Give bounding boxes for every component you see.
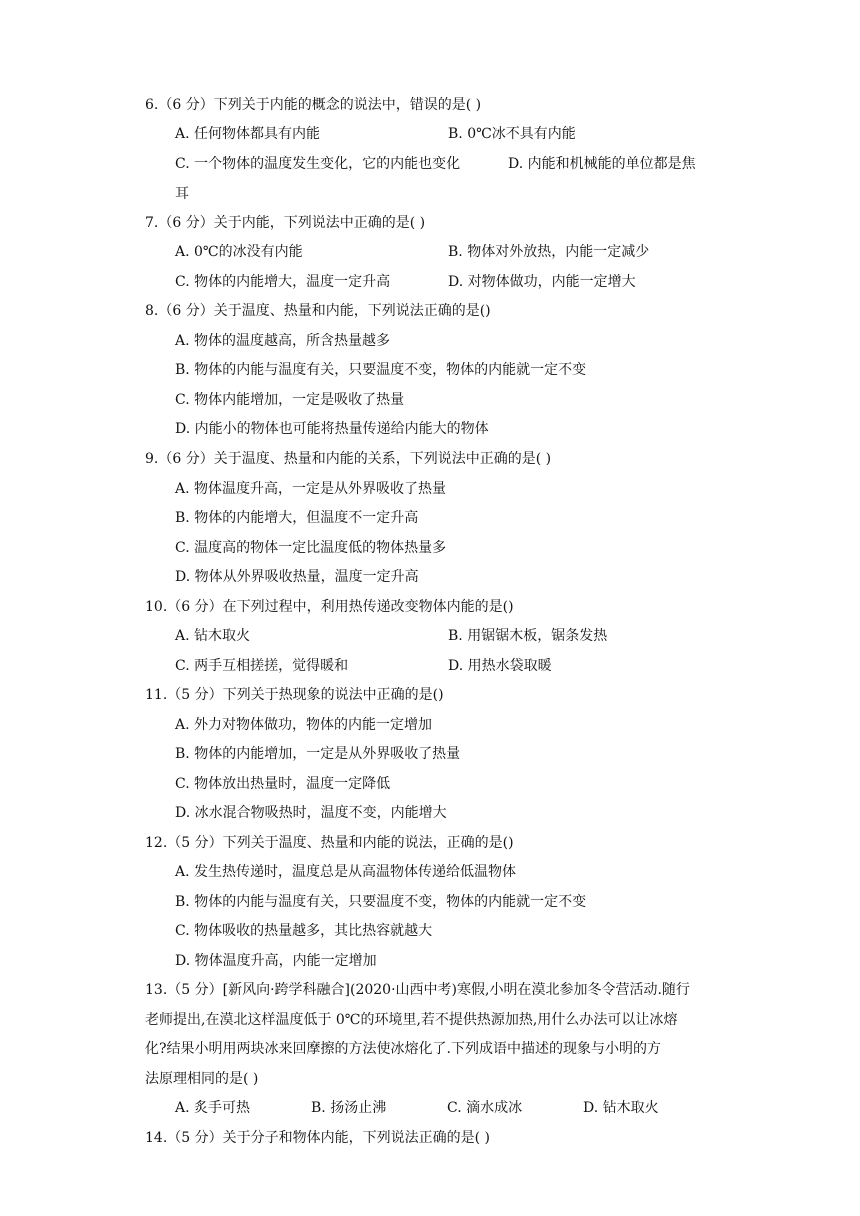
question-11-option-d[interactable]: D. 冰水混合物吸热时，温度不变，内能增大 [175,805,447,821]
question-13-option-c[interactable]: C. 滴水成冰 [447,1100,523,1116]
question-11-option-b[interactable]: B. 物体的内能增加，一定是从外界吸收了热量 [175,746,461,762]
question-12-option-a[interactable]: A. 发生热传递时，温度总是从高温物体传递给低温物体 [175,864,517,880]
question-10-stem: 10.（6 分）在下列过程中，利用热传递改变物体内能的是() [145,599,514,615]
question-7-option-d[interactable]: D. 对物体做功，内能一定增大 [448,274,636,290]
question-10-option-b[interactable]: B. 用锯锯木板，锯条发热 [448,628,608,644]
question-13-stem-line-3: 化?结果小明用两块冰来回摩擦的方法使冰熔化了.下列成语中描述的现象与小明的方 [145,1041,661,1057]
question-8-option-b[interactable]: B. 物体的内能与温度有关，只要温度不变，物体的内能就一定不变 [175,362,587,378]
question-8-option-c[interactable]: C. 物体内能增加，一定是吸收了热量 [175,392,405,408]
question-9-option-d[interactable]: D. 物体从外界吸收热量，温度一定升高 [175,569,419,585]
question-12-option-b[interactable]: B. 物体的内能与温度有关，只要温度不变，物体的内能就一定不变 [175,894,587,910]
question-6-option-c[interactable]: C. 一个物体的温度发生变化，它的内能也变化 [175,156,461,172]
question-6-option-b[interactable]: B. 0℃冰不具有内能 [448,126,576,142]
question-9-option-b[interactable]: B. 物体的内能增大，但温度不一定升高 [175,510,419,526]
question-8-option-a[interactable]: A. 物体的温度越高，所含热量越多 [175,333,391,349]
question-6-option-d[interactable]: D. 内能和机械能的单位都是焦 [508,156,696,172]
question-7-stem: 7.（6 分）关于内能，下列说法中正确的是( ) [145,215,426,231]
question-14-stem: 14.（5 分）关于分子和物体内能，下列说法正确的是( ) [145,1130,490,1146]
question-9-option-c[interactable]: C. 温度高的物体一定比温度低的物体热量多 [175,540,447,556]
question-13-stem-line-4: 法原理相同的是( ) [145,1071,259,1087]
question-6-stem: 6.（6 分）下列关于内能的概念的说法中，错误的是( ) [145,97,482,113]
question-10-option-a[interactable]: A. 钻木取火 [175,628,251,644]
question-13-option-a[interactable]: A. 炙手可热 [175,1100,251,1116]
question-7-option-b[interactable]: B. 物体对外放热，内能一定减少 [448,244,650,260]
question-11-stem: 11.（5 分）下列关于热现象的说法中正确的是() [145,687,444,703]
question-13-stem-line-1: 13.（5 分）[新风向·跨学科融合](2020·山西中考)寒假,小明在漠北参加冬令营活动.随行 [145,982,690,998]
question-11-option-c[interactable]: C. 物体放出热量时，温度一定降低 [175,776,391,792]
question-9-option-a[interactable]: A. 物体温度升高，一定是从外界吸收了热量 [175,481,447,497]
question-12-option-d[interactable]: D. 物体温度升高，内能一定增加 [175,953,377,969]
question-11-option-a[interactable]: A. 外力对物体做功，物体的内能一定增加 [175,717,433,733]
question-13-option-b[interactable]: B. 扬汤止沸 [311,1100,387,1116]
question-7-option-c[interactable]: C. 物体的内能增大，温度一定升高 [175,274,391,290]
question-6-option-a[interactable]: A. 任何物体都具有内能 [175,126,321,142]
question-8-option-d[interactable]: D. 内能小的物体也可能将热量传递给内能大的物体 [175,421,489,437]
question-9-stem: 9.（6 分）关于温度、热量和内能的关系，下列说法中正确的是( ) [145,451,552,467]
question-6-option-d-continuation: 耳 [175,186,189,202]
question-8-stem: 8.（6 分）关于温度、热量和内能，下列说法正确的是() [145,303,491,319]
question-12-stem: 12.（5 分）下列关于温度、热量和内能的说法，正确的是() [145,835,514,851]
question-10-option-c[interactable]: C. 两手互相搓搓，觉得暖和 [175,658,349,674]
question-13-option-d[interactable]: D. 钻木取火 [583,1100,659,1116]
question-10-option-d[interactable]: D. 用热水袋取暖 [448,658,552,674]
question-12-option-c[interactable]: C. 物体吸收的热量越多，其比热容就越大 [175,923,433,939]
question-13-stem-line-2: 老师提出,在漠北这样温度低于 0℃的环境里,若不提供热源加热,用什么办法可以让冰熔 [145,1012,678,1028]
question-7-option-a[interactable]: A. 0℃的冰没有内能 [175,244,303,260]
